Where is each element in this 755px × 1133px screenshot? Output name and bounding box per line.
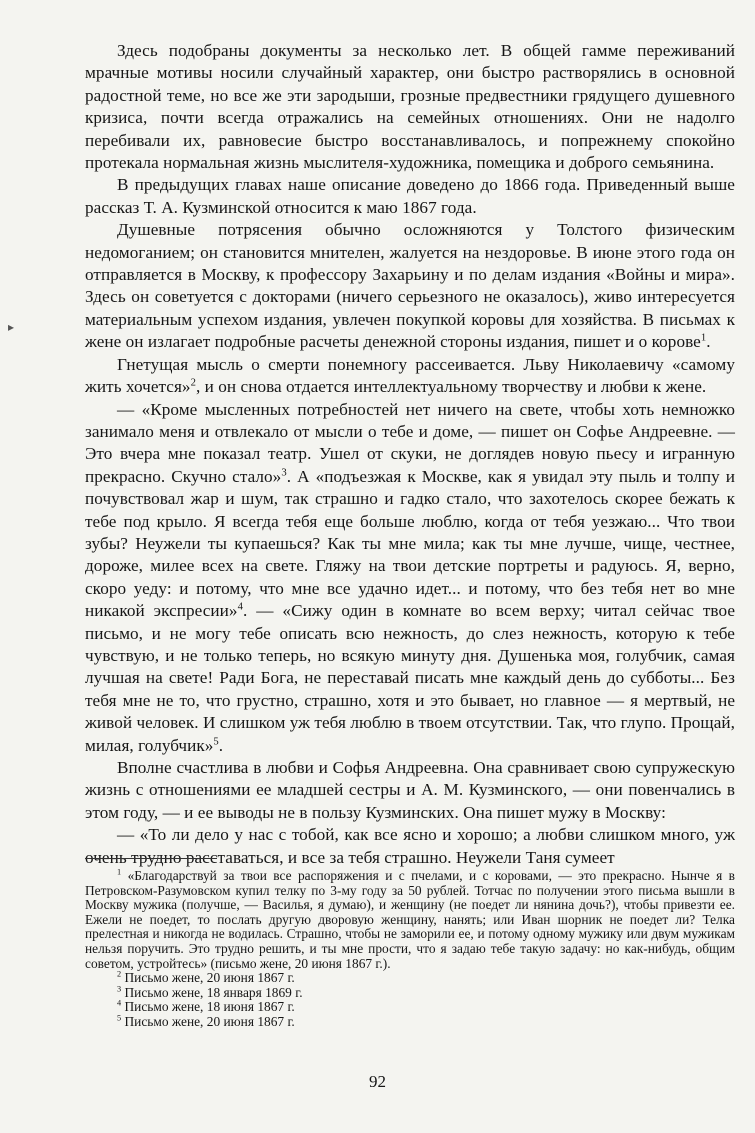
footnote-divider xyxy=(85,858,217,859)
paragraph-text: . xyxy=(706,332,711,352)
footnote-number: 4 xyxy=(117,998,122,1008)
footnote-text: Письмо жене, 18 июня 1867 г. xyxy=(124,999,295,1015)
footnote-number: 1 xyxy=(117,867,122,877)
paragraph-text: , и он снова отдается интеллектуальному творчеству и любви к жене. xyxy=(195,377,707,397)
paragraph-text: . — «Сижу один в комнате во всем верху; читал сейчас твое письмо, и не могу тебе описать всю нежность, до слез нежность, которую к тебе чувствую, и не только теперь, но всякую минуту дня. Душенька моя, голубчик, самая лучшая на свете! Ради Бога, не переставай писать мне каждый день до субботы... Без тебя мне не то, что грустно, страшно, хотя и это бывает, но главное — я мертвый, не живой человек. И слишком уж тебя люблю в твоем отсутствии. Так, что глупо. Прощай, милая, голубчик» xyxy=(85,601,736,755)
paragraph-text: . А «подъезжая к Москве, как я увидал эту пыль и толпу и почувствовал жар и шум, так страшно и гадко стало, что захотелось скорее бежать к тебе под крыло. Я всегда тебя еще больше люблю, когда от тебя уезжаю... Что твои зубы? Неужели ты купаешься? Как ты мне мила; как ты мне лучше, чище, честнее, дороже, милее всех на свете. Гляжу на твои детские портреты и радуюсь. Я, верно, скоро уеду: и потому, что мне все удачно идет... и потому, что без тебя нет во мне никакой экспресии» xyxy=(85,466,736,621)
footnote-ref: 3 xyxy=(281,466,287,478)
footnote-ref: 1 xyxy=(700,332,707,344)
main-text xyxy=(85,40,735,869)
footnote-text: «Благодарствуй за твои все распоряжения и с пчелами, и с коровами, — это прекрасно. Нынче я в Петровском-Разумовском купил телку по 3-му году за 50 рублей. Тотчас по получении этого письма вышли в Москву мужика (получше, — Василья, я думаю), и женщину (не поедет ли нянина дочь?), чтобы привезти ее. Ежели не поедет, то послать другую дворовую женщину, нанять; или Иван шорник не поедет ли? Телка прелестная и никогда не водилась. Страшно, чтобы не заморили ее, и потому одному мужику или двум мужикам нельзя поручить. Это трудно решить, и ты мне прости, что я задаю тебе такую задачу: но как-нибудь, общим советом, устройтесь» (письмо жене, 20 июня 1867 г.). xyxy=(85,868,735,971)
paragraph-text: Здесь подобраны документы за несколько лет. В общей гамме переживаний мрачные мотивы носили случайный характер, они быстро растворялись в основной радостной теме, но все же эти зародыши, грозные предвестники грядущего душевного кризиса, почти всегда отражались на семейных отношениях. Они не надолго перебивали их, равновесие быстро восстанавливалось, и попрежнему спокойно протекала нормальная жизнь мыслителя-художника, помещика и доброго семьянина. xyxy=(85,41,735,173)
footnote-text: Письмо жене, 18 января 1869 г. xyxy=(124,984,303,1000)
footnote-ref: 2 xyxy=(190,377,196,389)
paragraph xyxy=(85,40,735,174)
paragraph xyxy=(85,219,735,353)
footnotes xyxy=(85,869,735,1030)
footnote xyxy=(85,1015,735,1030)
paragraph-text: — «То ли дело у нас с тобой, как все ясно и хорошо; а любви слишком много, уж очень трудно расставаться, и все за тебя страшно. Неужели Таня сумеет xyxy=(85,825,735,867)
footnote-number: 5 xyxy=(117,1013,122,1023)
footnote-text: Письмо жене, 20 июня 1867 г. xyxy=(124,1013,295,1029)
paragraph-text: Вполне счастлива в любви и Софья Андреевна. Она сравнивает свою супружескую жизнь с отношениями ее младшей сестры и А. М. Кузминского, — они повенчались в этом году, — и ее выводы не в пользу Кузминских. Она пишет мужу в Москву: xyxy=(85,758,735,822)
paragraph xyxy=(85,824,735,869)
page-number: 92 xyxy=(369,1072,386,1091)
paragraph xyxy=(85,354,735,399)
paragraph-text: В предыдущих главах наше описание доведено до 1866 года. Приведенный выше рассказ Т. А. Кузминской относится к маю 1867 года. xyxy=(85,175,735,217)
footnote-number: 2 xyxy=(117,969,122,979)
paragraph xyxy=(85,174,735,219)
margin-mark: ▸ xyxy=(8,320,15,334)
footnote-ref: 4 xyxy=(237,601,243,613)
paragraph xyxy=(85,757,735,824)
paragraph-text: Душевные потрясения обычно осложняются у Толстого физическим недомоганием; он становится мнителен, жалуется на нездоровье. В июне этого года он отправляется в Москву, к профессору Захарьину и по делам издания «Войны и мира». Здесь он советуется с докторами (ничего серьезного не оказалось), живо интересуется материальным успехом издания, увлечен покупкой коровы для хозяйства. В письмах к жене он излагает подробные расчеты денежной стороны издания, пишет и о корове xyxy=(85,220,735,352)
footnote xyxy=(85,869,735,971)
footnote xyxy=(85,971,735,986)
footnote-number: 3 xyxy=(117,984,122,994)
footnote xyxy=(85,1000,735,1015)
paragraph-text: — «Кроме мысленных потребностей нет ничего на свете, чтобы хоть немножко занимало меня и отвлекало от мысли о тебе и доме, — пишет он Софье Андреевне. — Это вчера мне показал театр. Ушел от скуки, не доглядев новую пьесу и игранную прекрасно. Скучно стало» xyxy=(85,399,735,486)
paragraph-text: Гнетущая мысль о смерти понемногу рассеивается. Льву Николаевичу «самому жить хочется» xyxy=(85,354,735,397)
footnote-ref: 5 xyxy=(213,735,219,747)
footnote-text: Письмо жене, 20 июня 1867 г. xyxy=(124,970,295,986)
paragraph-text: . xyxy=(218,735,224,755)
paragraph xyxy=(85,399,735,758)
